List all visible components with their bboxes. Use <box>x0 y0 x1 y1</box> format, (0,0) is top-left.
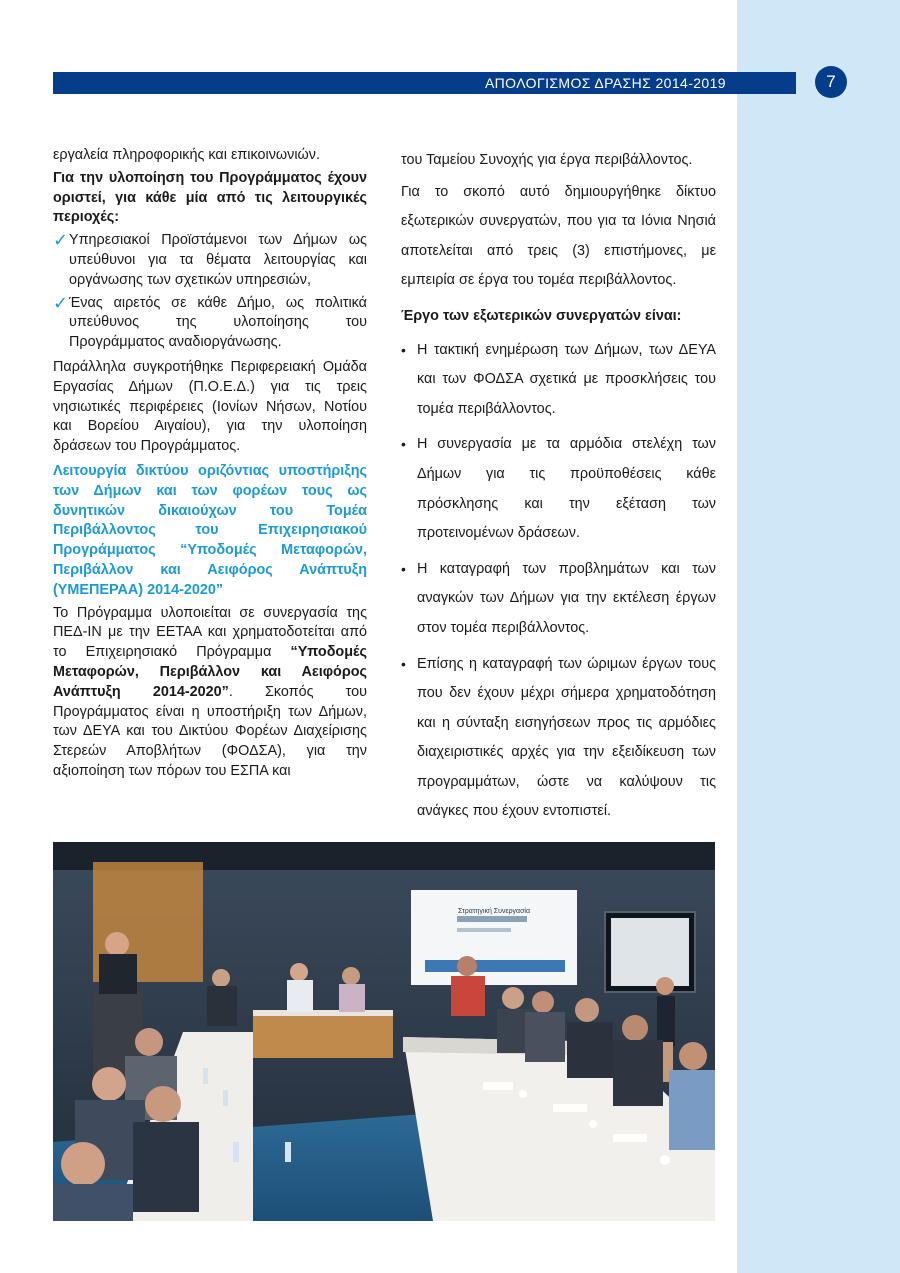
check-list-item <box>53 294 367 353</box>
paragraph: Παράλληλα συγκροτήθηκε Περιφερειακή Ομάδα Εργασίας Δήμων (Π.Ο.Ε.Δ.) για τις τρεις νησιωτικές περιφέρειες (Ιονίων Νήσων, Νοτίου και Βορείου Αιγαίου), για την υλοποίηση δράσεων του Προγράμματος. <box>53 358 367 455</box>
meeting-photo-illustration <box>53 842 715 1221</box>
section-heading: Για την υλοποίηση του Προγράμματος έχουν οριστεί, για κάθε μία από τις λειτουργικές περιοχές: <box>53 169 367 226</box>
bullet-list-item <box>401 430 716 548</box>
program-name: “Υποδομές Μεταφορών, Περιβάλλον και Αειφόρος Ανάπτυξη 2014-2020” <box>53 644 367 700</box>
text-run: Το Πρόγραμμα υλοποιείται σε συνεργασία της ΠΕΔ-ΙΝ με την ΕΕΤΑΑ και χρηματοδοτείται από το Επιχειρησιακό Πρόγραμμα <box>53 604 367 661</box>
meeting-photo <box>53 842 715 1221</box>
bullet-icon: • <box>401 341 406 358</box>
bullet-list-item <box>401 650 716 828</box>
screen-title: Στρατηγική Συνεργασία <box>457 908 531 915</box>
bullet-text: Η τακτική ενημέρωση των Δήμων, των ΔΕΥΑ και των ΦΟΔΣΑ σχετικά με προσκλήσεις του τομέα περιβάλλοντος. <box>417 341 716 417</box>
bullet-text: Επίσης η καταγραφή των ώριμων έργων τους που δεν έχουν μέχρι σήμερα χρηματοδότηση και η σύνταξη εισηγήσεων προς τις αρμόδιες διαχειριστικές αρχές για την εξειδίκευση των προγραμμάτων, ώστε να καλύψουν τις ανάγκες που έχουν εντοπιστεί. <box>417 655 716 820</box>
bullet-text: Η συνεργασία με τα αρμόδια στελέχη των Δήμων για τις προϋποθέσεις κάθε πρόσκλησης και την εξέταση των προτεινομένων δράσεων. <box>417 436 716 542</box>
bullet-icon: • <box>401 655 406 672</box>
bullet-list-item <box>401 555 716 644</box>
side-strip <box>737 0 900 1273</box>
paragraph: Για το σκοπό αυτό δημιουργήθηκε δίκτυο εξωτερικών συνεργατών, που για τα Ιόνια Νησιά αποτελείται από τρεις (3) επιστήμονες, με εμπειρία σε έργα του τομέα περιβάλλοντος. <box>401 183 716 289</box>
check-item-text: Υπηρεσιακοί Προϊστάμενοι των Δήμων ως υπεύθυνοι για τα θέματα λειτουργίας και οργάνωσης των σχετικών υπηρεσιών, <box>69 232 367 288</box>
bullet-list-item <box>401 336 716 425</box>
bullet-icon: • <box>401 436 406 453</box>
paragraph: εργαλεία πληροφορικής και επικοινωνιών. <box>53 147 320 163</box>
bullet-icon: • <box>401 560 406 577</box>
checkmark-icon: ✓ <box>53 292 69 313</box>
check-list-item <box>53 231 367 290</box>
section-heading: Έργο των εξωτερικών συνεργατών είναι: <box>401 307 682 324</box>
section-heading-blue: Λειτουργία δικτύου οριζόντιας υποστήριξης των Δήμων και των φορέων τους ως δυνητικών δικαιούχων του Τομέα Περιβάλλοντος του Επιχειρησιακού Προγράμματος “Υποδομές Μεταφορών, Περιβάλλον και Αειφόρος Ανάπτυξη (ΥΜΕΠΕΡΑΑ) 2014-2020” <box>53 462 367 598</box>
check-item-text: Ένας αιρετός σε κάθε Δήμο, ως πολιτικά υπεύθυνος της υλοποίησης του Προγράμματος αναδιοργάνωσης. <box>69 294 367 351</box>
checkmark-icon: ✓ <box>53 230 69 251</box>
page-number <box>815 66 847 98</box>
left-column <box>53 146 367 782</box>
paragraph <box>53 604 367 782</box>
page-number-label: 7 <box>826 72 836 91</box>
right-column <box>401 146 716 827</box>
bullet-text: Η καταγραφή των προβλημάτων και των αναγκών των Δήμων για την εκτέλεση έργων στον τομέα περιβάλλοντος. <box>417 560 716 636</box>
text-run: . Σκοπός του Προγράμματος είναι η υποστήριξη των Δήμων, των ΔΕΥΑ και του Δικτύου Φορέων Διαχείρισης Στερεών Αποβλήτων (ΦΟΔΣΑ), για την αξιοποίηση των πόρων του ΕΣΠΑ και <box>53 683 367 779</box>
running-title: ΑΠΟΛΟΓΙΣΜΟΣ ΔΡΑΣΗΣ 2014-2019 <box>484 75 726 91</box>
paragraph: του Ταμείου Συνοχής για έργα περιβάλλοντος. <box>401 152 693 168</box>
header-bar <box>53 72 796 94</box>
